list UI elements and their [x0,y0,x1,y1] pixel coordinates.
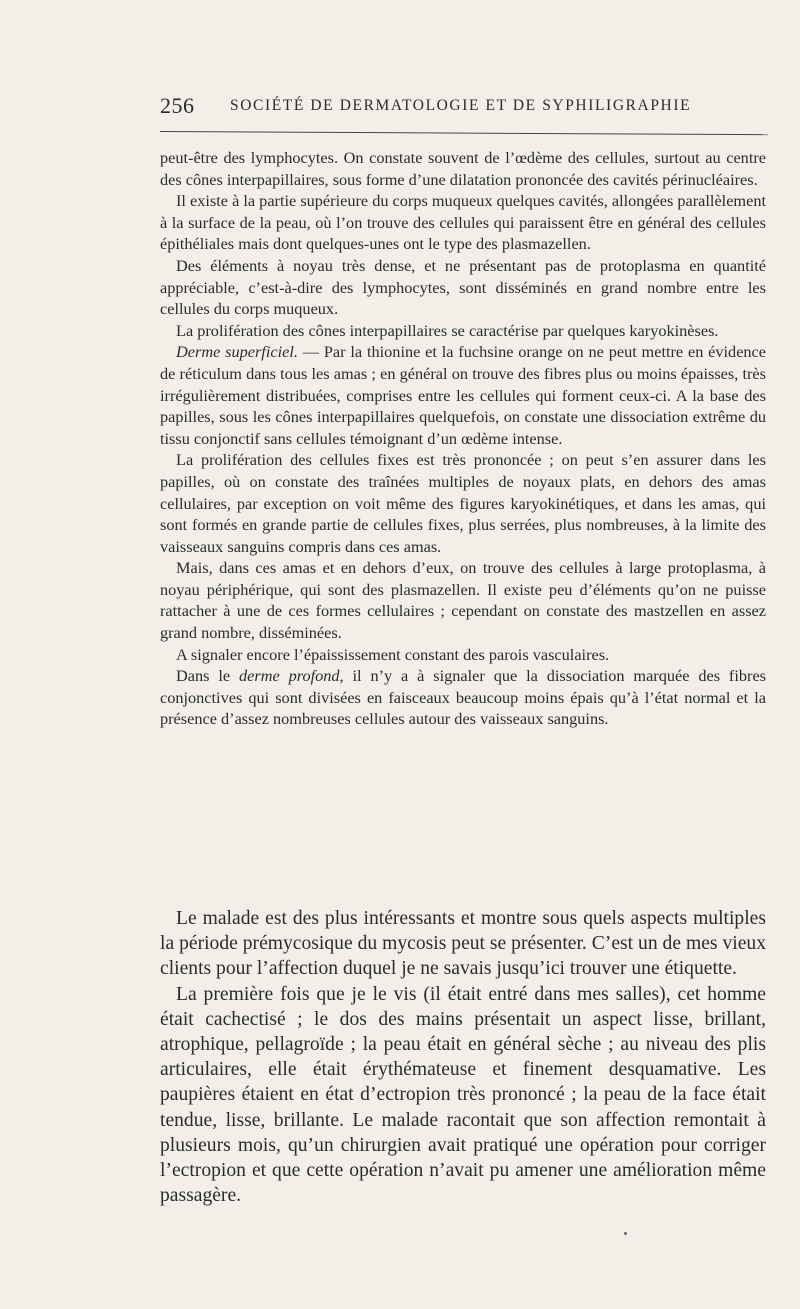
page-number: 256 [160,93,195,118]
paragraph-text: , il n’y a à signaler que la dissociation marquée des fibres conjonctives qui sont divisées en faisceaux beaucoup moins épais qu’à l’état normal et la présence d’assez nombreuses cellules autour des vaisseaux sanguins. [160,666,767,729]
paragraph-text: — Par la thionine et la fuchsine orange on ne peut mettre en évidence de réticulum dans tous les amas ; en général on trouve des fibres plus ou moins épaisses, très irrégulièrement distribuées, comprises entre les cellules qui forment ceux-ci. A la base des papilles, sous les cônes interpapillaires quelquefois, on constate une dissociation extrême du tissu conjonctif sans cellules témoignant d’un œdème intense. [160,342,767,448]
clinical-discussion [160,906,766,1208]
page-header [160,93,770,133]
italic-term: derme profond [239,666,340,686]
paragraph: Le malade est des plus intéressants et montre sous quels aspects multiples la période prémycosique du mycosis peut se présenter. C’est un de mes vieux clients pour l’affection duquel je ne savais jusqu’ici trouver une étiquette. [160,908,766,980]
ink-speck [624,1232,627,1235]
histology-section [160,147,766,730]
paragraph: Mais, dans ces amas et en dehors d’eux, on trouve des cellules à large protoplasma, à noyau périphérique, qui sont des plasmazellen. Il existe peu d’éléments qu’on ne puisse rattacher à une de ces formes cellulaires ; cependant on constate des mastzellen en assez grand nombre, disséminées. [160,558,766,643]
paragraph: A signaler encore l’épaississement constant des parois vasculaires. [176,644,610,664]
running-title: SOCIÉTÉ DE DERMATOLOGIE ET DE SYPHILIGRAPHIE [230,97,692,114]
paragraph: peut-être des lymphocytes. On constate souvent de l’œdème des cellules, surtout au centre des cônes interpapillaires, sous forme d’une dilatation prononcée des cavités périnucléaires. [160,148,766,189]
paragraph [160,665,766,730]
italic-heading: Derme superficiel. [176,342,298,362]
paragraph: La prolifération des cônes interpapillaires se caractérise par quelques karyokinèses. [176,320,719,340]
paragraph: La prolifération des cellules fixes est très prononcée ; on peut s’en assurer dans les papilles, où on constate des traînées multiples de noyaux plats, en dehors des amas cellulaires, par exception on voit même des figures karyokinétiques, et dans les amas, qui sont formés en grande partie de cellules fixes, plus serrées, plus nombreuses, à la limite des vaisseaux sanguins compris dans ces amas. [160,450,766,556]
paragraph: Des éléments à noyau très dense, et ne présentant pas de protoplasma en quantité appréciable, c’est-à-dire des lymphocytes, sont disséminés en grand nombre entre les cellules du corps muqueux. [160,255,766,319]
paragraph: La première fois que je le vis (il était entré dans mes salles), cet homme était cachectisé ; le dos des mains présentait un aspect lisse, brillant, atrophique, pellagroïde ; la peau était en général sèche ; au niveau des plis articulaires, elle était érythémateuse et finement desquamative. Les paupières étaient en état d’ectropion très prononcé ; la peau de la face était tendue, lisse, brillante. Le malade racontait que son affection remontait à plusieurs mois, qu’un chirurgien avait pratiqué une opération pour corriger l’ectropion et que cette opération n’avait pu amener une amélioration même passagère. [160,983,766,1207]
paragraph [160,341,766,449]
paragraph: Il existe à la partie supérieure du corps muqueux quelques cavités, allongées parallèlement à la surface de la peau, où l’on trouve des cellules qui paraissent être en général des cellules épithéliales mais dont quelques-unes ont le type des plasmazellen. [160,191,766,254]
paragraph-text: Dans le [176,666,239,686]
